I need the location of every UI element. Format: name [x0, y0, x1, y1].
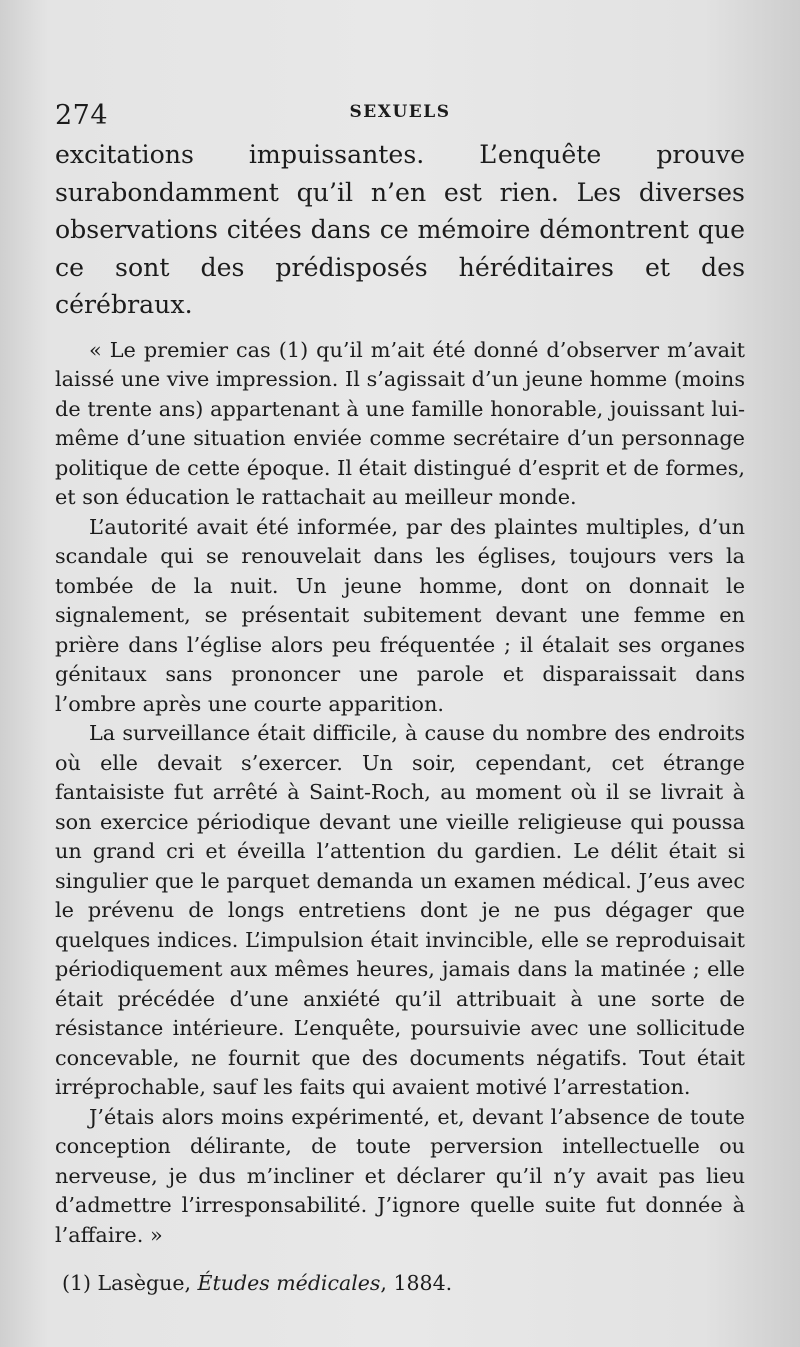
- paragraph: L’autorité avait été informée, par des plaintes multiples, d’un scandale qui se renouvelait dans les églises, toujours vers la tombée de la nuit. Un jeune homme, dont on donnait le signalement, se présentait subitement devant une femme en prière dans l’église alors peu fréquentée ; il étalait ses organes génitaux sans prononcer une parole et disparaissait dans l’ombre après une courte apparition.: [55, 514, 745, 716]
- paragraph: « Le premier cas (1) qu’il m’ait été donné d’observer m’avait laissé une vive impression. Il s’agissait d’un jeune homme (moins de trente ans) appartenant à une famille honorable, jouissant lui-même d’une situation enviée comme secrétaire d’un personnage politique de cette époque. Il était distingué d’esprit et de formes, et son éducation le rattachait au meilleur monde.: [55, 337, 745, 509]
- footnote-title: Études médicales: [197, 1271, 381, 1295]
- paragraph: J’étais alors moins expérimenté, et, devant l’absence de toute conception délirante, de toute perversion intellectuelle ou nerveuse, je dus m’incliner et déclarer qu’il n’y avait pas lieu d’admettre l’irresponsabilité. J’ignore quelle suite fut donnée à l’affaire. »: [55, 1104, 745, 1247]
- paragraph: La surveillance était difficile, à cause du nombre des endroits où elle devait s’exercer. Un soir, cependant, cet étrange fantaisiste fut arrêté à Saint-Roch, au moment où il se livrait à son exercice périodique devant une vieille religieuse qui poussa un grand cri et éveilla l’attention du gardien. Le délit était si singulier que le parquet demanda un examen médical. J’eus avec le prévenu de longs entretiens dont je ne pus dégager que quelques indices. L’impulsion était invincible, elle se reproduisait périodiquement aux mêmes heures, jamais dans la matinée ; elle était précédée d’une anxiété qu’il attribuait à une sorte de résistance intérieure. L’enquête, poursuivie avec une sollicitude concevable, ne fournit que des documents négatifs. Tout était irréprochable, sauf les faits qui avaient motivé l’arrestation.: [55, 721, 745, 1099]
- intro-paragraph: excitations impuissantes. L’enquête prouve surabondamment qu’il n’en est rien. Les diverses observations citées dans ce mémoire démontrent que ce sont des prédisposés héréditaires et des cérébraux.: [55, 140, 745, 319]
- page-number: 274: [55, 100, 109, 131]
- footnote-marker: (1) Lasègue,: [62, 1271, 198, 1295]
- page-body: [55, 136, 745, 1250]
- footnote-year: , 1884.: [380, 1271, 453, 1295]
- running-head: SEXUELS: [349, 102, 451, 122]
- footnote: [62, 1270, 742, 1296]
- page-header: [55, 96, 745, 130]
